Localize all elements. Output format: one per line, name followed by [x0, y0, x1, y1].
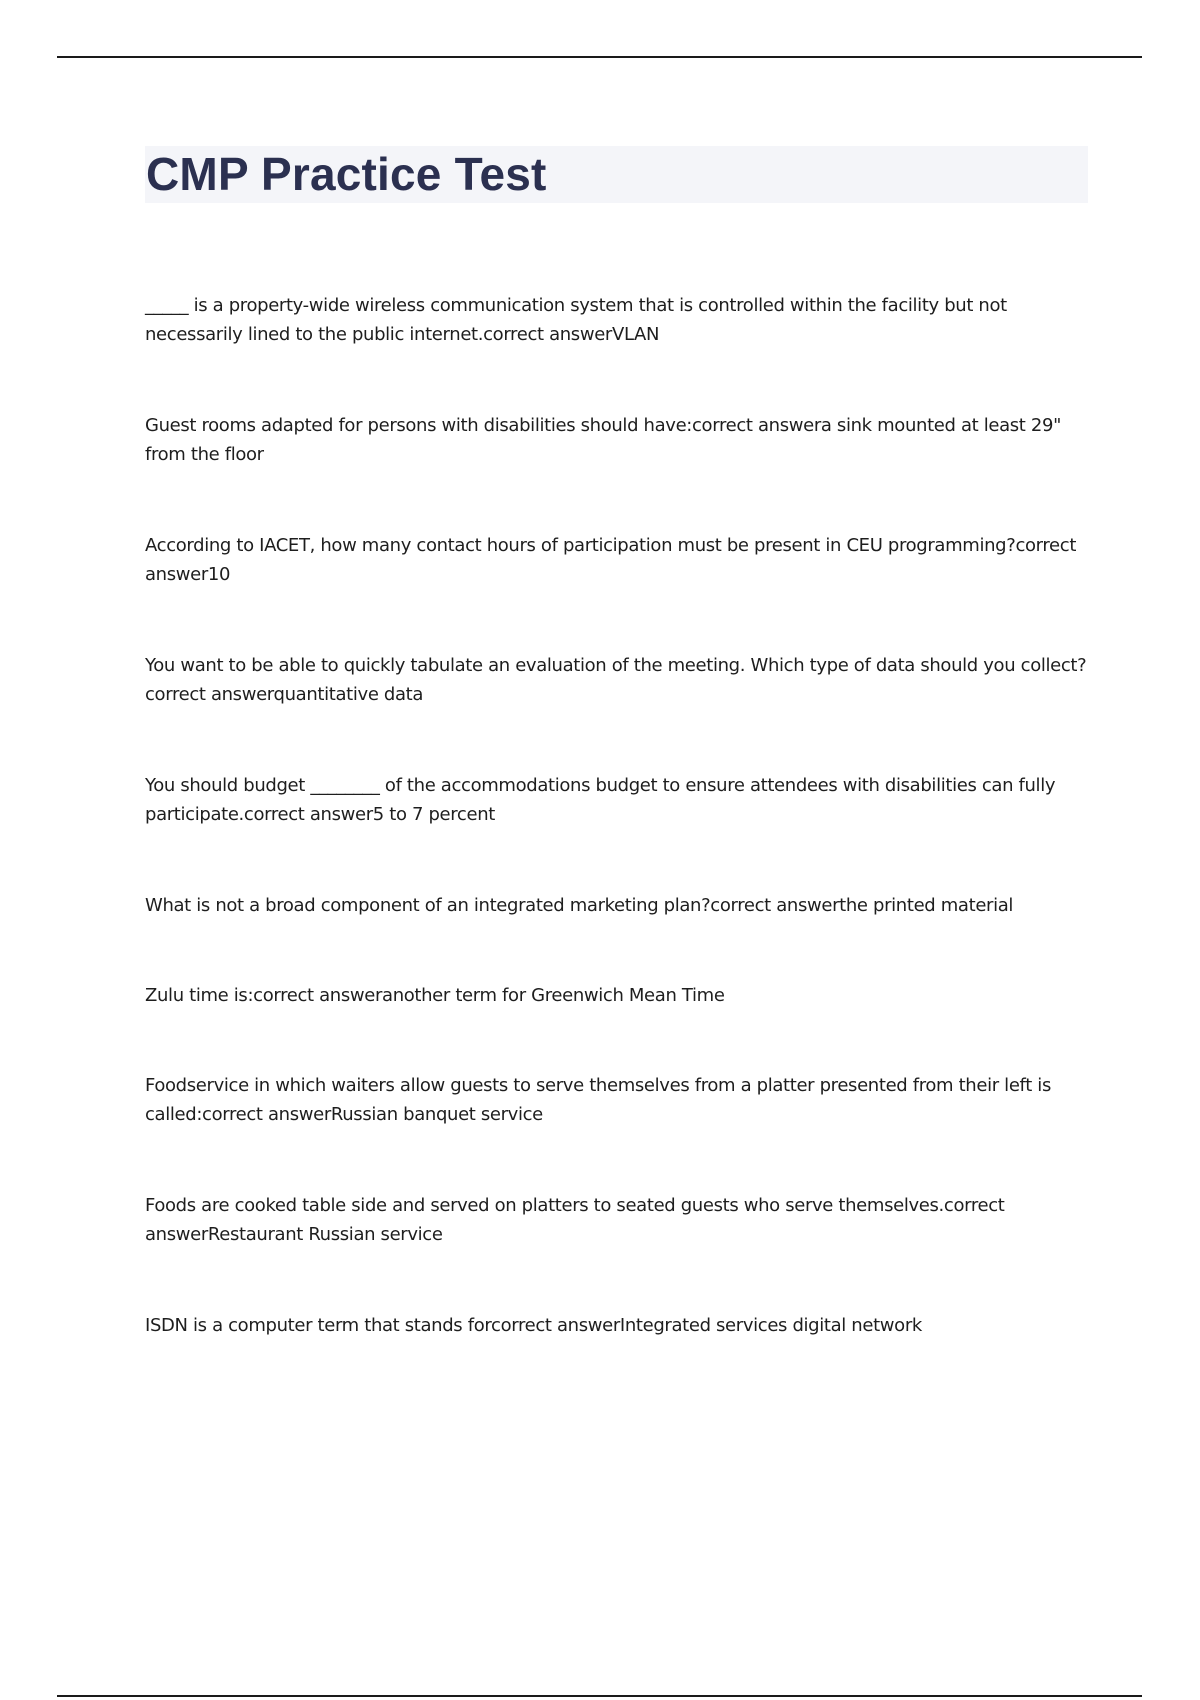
- qa-item: ISDN is a computer term that stands forcorrect answerIntegrated services digital network: [145, 1315, 922, 1336]
- bottom-rule: [57, 1695, 1142, 1697]
- qa-item: What is not a broad component of an integrated marketing plan?correct answerthe printed material: [145, 895, 1014, 916]
- qa-item: Foodservice in which waiters allow guests to serve themselves from a platter presented from their left is called:correct answerRussian banquet service: [145, 1075, 1051, 1125]
- qa-item: Zulu time is:correct answeranother term for Greenwich Mean Time: [145, 985, 725, 1006]
- qa-item: Foods are cooked table side and served on platters to seated guests who serve themselves.correct answerRestaurant Russian service: [145, 1195, 1005, 1245]
- qa-item: According to IACET, how many contact hours of participation must be present in CEU programming?correct answer10: [145, 535, 1077, 585]
- page-title: CMP Practice Test: [146, 148, 547, 200]
- qa-item: Guest rooms adapted for persons with disabilities should have:correct answera sink mounted at least 29" from the floor: [145, 415, 1061, 465]
- qa-item: You should budget ________ of the accommodations budget to ensure attendees with disabilities can fully participate.correct answer5 to 7 percent: [145, 775, 1056, 825]
- top-rule: [57, 56, 1142, 58]
- qa-item: _____ is a property-wide wireless communication system that is controlled within the facility but not necessarily lined to the public internet.correct answerVLAN: [145, 295, 1007, 345]
- qa-item: You want to be able to quickly tabulate an evaluation of the meeting. Which type of data should you collect?correct answerquantitative data: [145, 655, 1087, 705]
